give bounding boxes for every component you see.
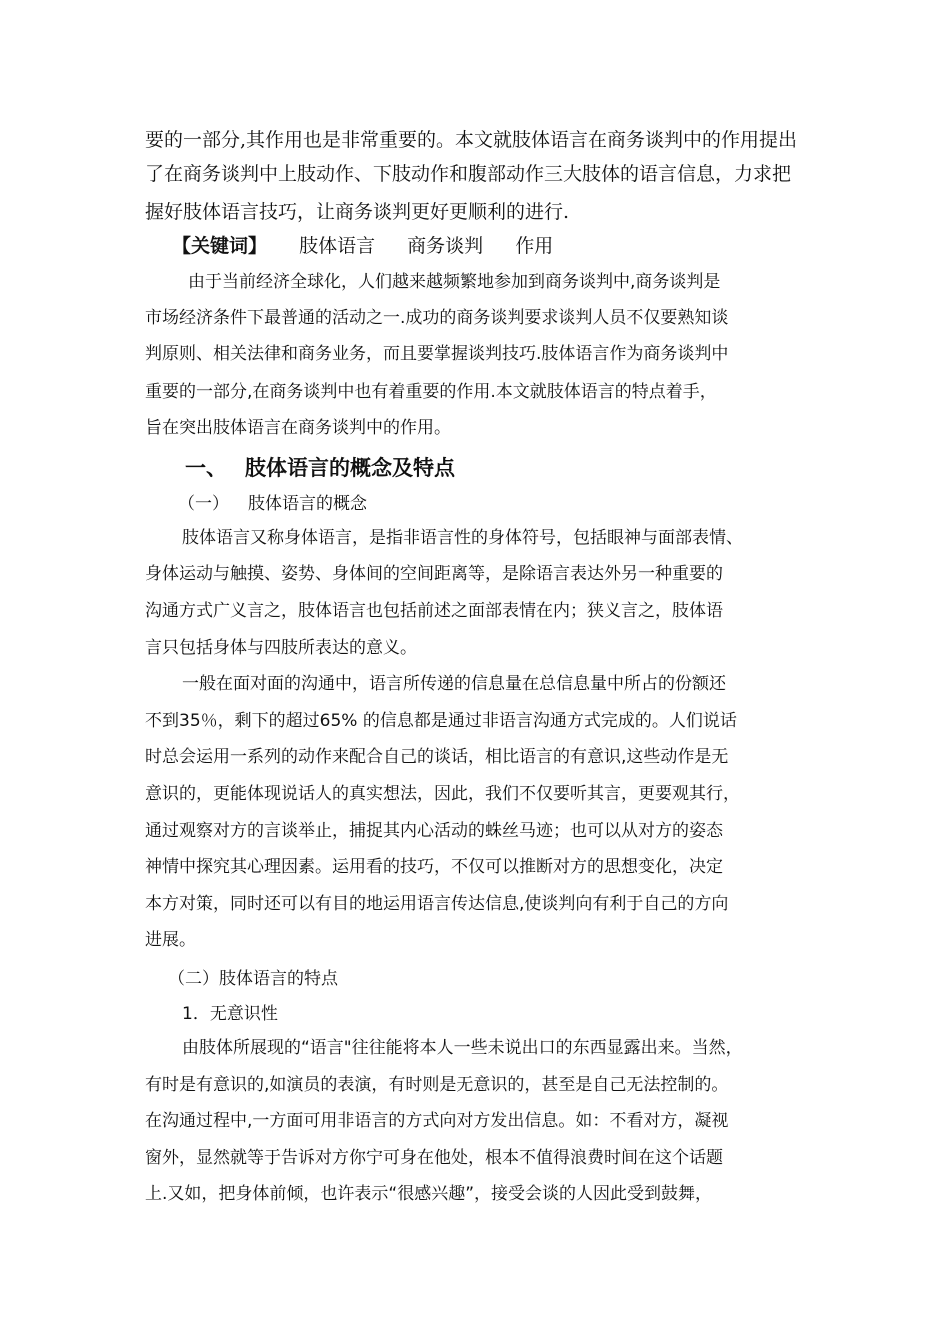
paragraph-line: 不到35％，剩下的超过65% 的信息都是通过非语言沟通方式完成的。人们说话	[145, 711, 737, 731]
paragraph-line: 有时是有意识的,如演员的表演，有时则是无意识的，甚至是自己无法控制的。	[145, 1075, 729, 1095]
subsection-title: 肢体语言的概念	[248, 494, 367, 514]
paragraph-line: 沟通方式广义言之，肢体语言也包括前述之面部表情在内；狭义言之，肢体语	[145, 601, 723, 621]
abstract-line: 了在商务谈判中上肢动作、下肢动作和腹部动作三大肢体的语言信息，力求把	[145, 163, 792, 185]
keyword-term: 作用	[515, 235, 554, 257]
paragraph-line: 由肢体所展现的“语言"往往能将本人一些未说出口的东西显露出来。当然，	[182, 1038, 743, 1058]
paragraph-line: 一般在面对面的沟通中，语言所传递的信息量在总信息量中所占的份额还	[182, 674, 726, 694]
paragraph-line: 时总会运用一系列的动作来配合自己的谈话，相比语言的有意识,这些动作是无	[145, 747, 729, 767]
abstract-line: 要的一部分,其作用也是非常重要的。本文就肢体语言在商务谈判中的作用提出	[145, 129, 798, 151]
keyword-term: 肢体语言	[299, 235, 376, 257]
intro-line: 由于当前经济全球化，人们越来越频繁地参加到商务谈判中,商务谈判是	[188, 272, 721, 292]
paragraph-line: 本方对策，同时还可以有目的地运用语言传达信息,使谈判向有利于自己的方向	[145, 894, 729, 914]
paragraph-line: 神情中探究其心理因素。运用看的技巧，不仅可以推断对方的思想变化，决定	[145, 857, 723, 877]
subsection-heading: （二）肢体语言的特点	[168, 969, 338, 989]
paragraph-line: 言只包括身体与四肢所表达的意义。	[145, 638, 417, 658]
section-title: 肢体语言的概念及特点	[245, 456, 455, 480]
keywords-line	[172, 232, 553, 260]
paragraph-line: 在沟通过程中,一方面可用非语言的方式向对方发出信息。如：不看对方，凝视	[145, 1111, 729, 1131]
keywords-label: 【关键词】	[172, 235, 268, 257]
subsubsection-heading: 1．无意识性	[182, 1004, 278, 1024]
paragraph-line: 进展。	[145, 930, 196, 950]
intro-line: 判原则、相关法律和商务业务，而且要掌握谈判技巧.肢体语言作为商务谈判中	[145, 344, 729, 364]
subsection-heading	[178, 489, 367, 514]
intro-line: 市场经济条件下最普通的活动之一.成功的商务谈判要求谈判人员不仅要熟知谈	[145, 308, 729, 328]
keyword-term: 商务谈判	[407, 235, 484, 257]
intro-line: 旨在突出肢体语言在商务谈判中的作用。	[145, 418, 451, 438]
section-number: 一、	[185, 456, 227, 480]
intro-line: 重要的一部分,在商务谈判中也有着重要的作用.本文就肢体语言的特点着手，	[145, 382, 717, 402]
paragraph-line: 意识的，更能体现说话人的真实想法，因此，我们不仅要听其言，更要观其行，	[145, 784, 740, 804]
paragraph-line: 窗外，显然就等于告诉对方你宁可身在他处，根本不值得浪费时间在这个话题	[145, 1148, 723, 1168]
paragraph-line: 上.又如，把身体前倾，也许表示“很感兴趣”，接受会谈的人因此受到鼓舞，	[145, 1184, 713, 1204]
paragraph-line: 肢体语言又称身体语言，是指非语言性的身体符号，包括眼神与面部表情、	[182, 528, 743, 548]
section-heading	[185, 452, 455, 482]
abstract-line: 握好肢体语言技巧，让商务谈判更好更顺利的进行.	[145, 201, 570, 223]
subsection-number: （一）	[178, 494, 229, 514]
paragraph-line: 身体运动与触摸、姿势、身体间的空间距离等，是除语言表达外另一种重要的	[145, 564, 723, 584]
paragraph-line: 通过观察对方的言谈举止，捕捉其内心活动的蛛丝马迹；也可以从对方的姿态	[145, 821, 723, 841]
